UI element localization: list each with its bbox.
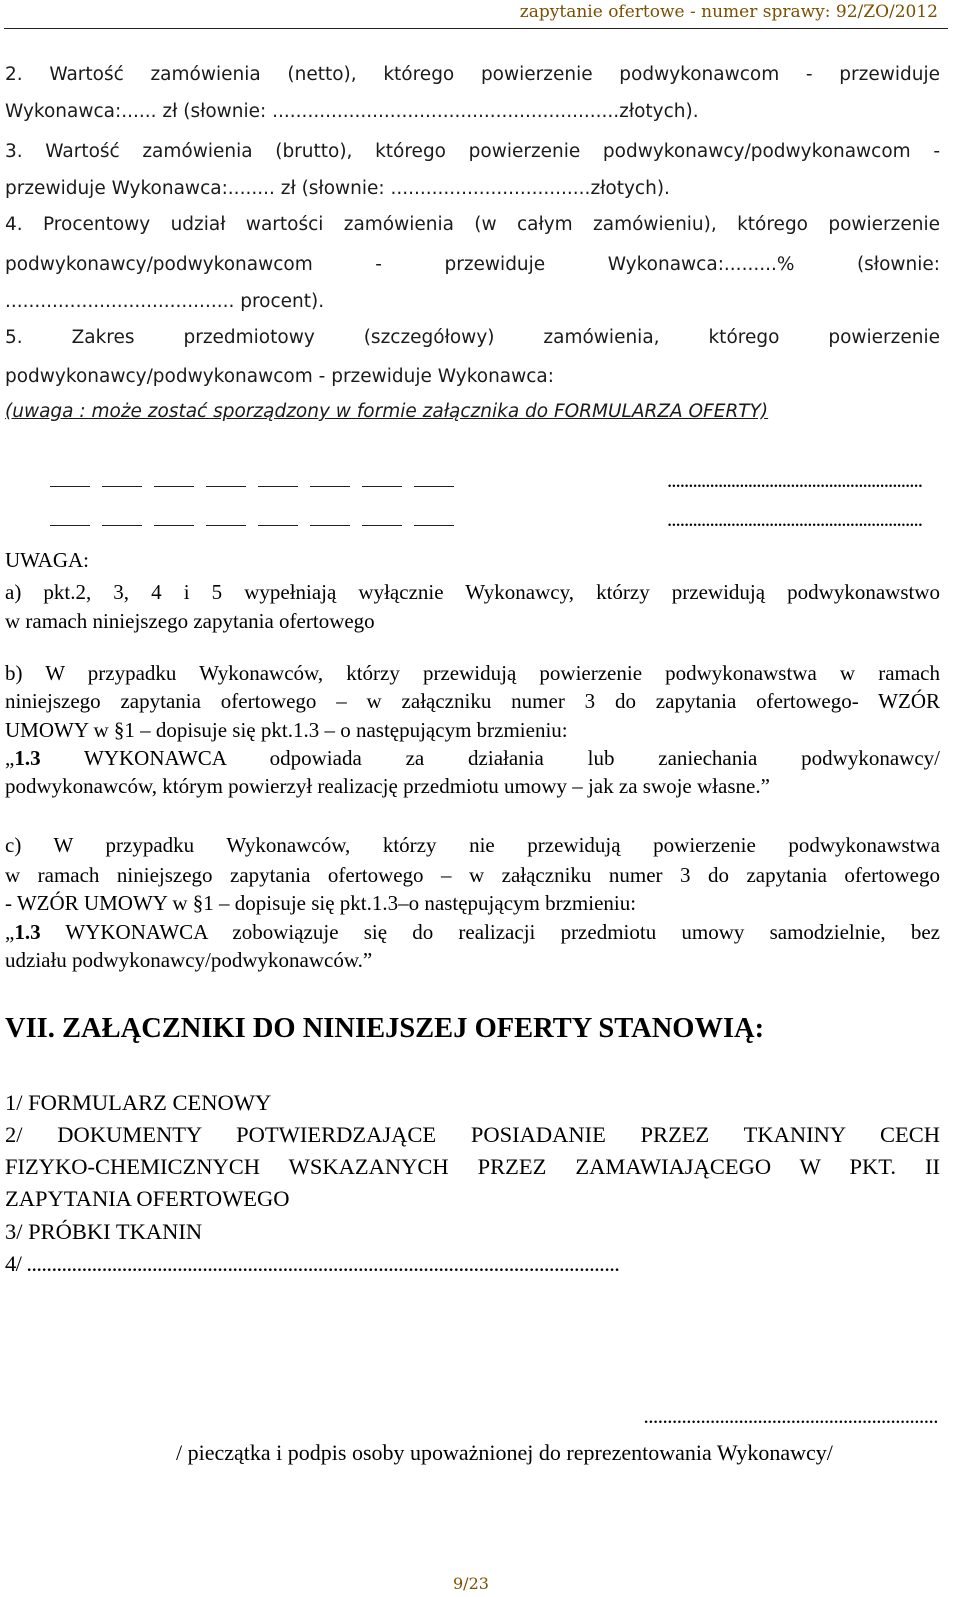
attachment-2-line-1: 2/ DOKUMENTY POTWIERDZAJĄCE POSIADANIE PRZEZ TKANINY CECH [5,1122,940,1147]
attachments-heading: VII. ZAŁĄCZNIKI DO NINIEJSZEJ OFERTY STANOWIĄ: [5,1013,765,1044]
point-3-line-2: przewiduje Wykonawca:........ zł (słownie: ..................................złotych). [5,178,670,199]
note-c-line-3: - WZÓR UMOWY w §1 – dopisuje się pkt.1.3–o następującym brzmieniu: [5,891,637,915]
note-a-line-1: a) pkt.2, 3, 4 i 5 wypełniają wyłącznie Wykonawcy, którzy przewidują podwykonawstwo [5,580,940,604]
note-b-line-3: UMOWY w §1 – dopisuje się pkt.1.3 – o następującym brzmieniu: [5,718,568,742]
point-4-line-2: podwykonawcy/podwykonawcom - przewiduje Wykonawca:.........% (słownie: [5,254,940,275]
attachment-2-line-3: ZAPYTANIA OFERTOWEGO [5,1186,290,1211]
attachment-3: 3/ PRÓBKI TKANIN [5,1219,203,1244]
notes-title: UWAGA: [5,548,89,572]
fill-line-1 [50,468,922,494]
note-b-quote-line-2: podwykonawców, którym powierzył realizację przedmiotu umowy – jak za swoje własne.” [5,774,770,798]
point-5-line-2: podwykonawcy/podwykonawcom - przewiduje Wykonawca: [5,366,555,387]
note-a-line-2: w ramach niniejszego zapytania ofertowego [5,609,375,633]
note-b-line-2: niniejszego zapytania ofertowego – w załączniku numer 3 do zapytania ofertowego- WZÓR [5,689,940,713]
note-c-quote-line-2: udziału podwykonawcy/podwykonawców.” [5,948,373,972]
note-c-line-2: w ramach niniejszego zapytania ofertowego – w załączniku numer 3 do zapytania ofertowego [5,863,940,887]
point-2-line-2: Wykonawca:...... zł (słownie: ...........................................................złotych). [5,101,699,122]
point-3-line-1: 3. Wartość zamówienia (brutto), którego powierzenie podwykonawcy/podwykonawcom - [5,141,940,162]
quote-text: WYKONAWCA zobowiązuje się do realizacji przedmiotu umowy samodzielnie, bez [40,920,940,944]
signature-line: .............................................................. [643,1404,938,1428]
fill-dots: ............................................................ [667,507,922,531]
note-c-quote-line-1 [5,920,940,945]
fill-line-2 [50,507,922,533]
page-number: 9/23 [453,1574,489,1593]
quote-point-number: 1.3 [14,920,41,944]
signature-caption: / pieczątka i podpis osoby upoważnionej do reprezentowania Wykonawcy/ [176,1440,833,1465]
point-4-line-3: ....................................... procent). [5,291,325,312]
note-b-quote-line-1 [5,746,940,771]
attachment-2-line-2: FIZYKO-CHEMICZNYCH WSKAZANYCH PRZEZ ZAMAWIAJĄCEGO W PKT. II [5,1154,940,1179]
note-c-line-1: c) W przypadku Wykonawców, którzy nie przewidują powierzenie podwykonawstwa [5,833,940,857]
header-rule [4,28,948,29]
attachment-1: 1/ FORMULARZ CENOWY [5,1090,272,1115]
point-5-line-1: 5. Zakres przedmiotowy (szczegółowy) zamówienia, którego powierzenie [5,327,940,348]
point-4-line-1: 4. Procentowy udział wartości zamówienia (w całym zamówieniu), którego powierzenie [5,214,940,235]
page-header: zapytanie ofertowe - numer sprawy: 92/ZO/2012 [519,2,938,22]
quote-point-number: 1.3 [14,746,41,770]
fill-dots: ............................................................ [667,468,922,492]
note-b-line-1: b) W przypadku Wykonawców, którzy przewidują powierzenie podwykonawstwa w ramach [5,661,940,685]
point-2-line-1: 2. Wartość zamówienia (netto), którego powierzenie podwykonawcom - przewiduje [5,64,940,85]
quote-open-mark: „ [5,746,15,770]
quote-text: WYKONAWCA odpowiada za działania lub zaniechania podwykonawcy/ [40,746,940,770]
quote-open-mark: „ [5,920,15,944]
attachment-4: 4/ ...................................................................................................................... [5,1251,620,1276]
point-5-note: (uwaga : może zostać sporządzony w formie załącznika do FORMULARZA OFERTY) [5,401,769,422]
